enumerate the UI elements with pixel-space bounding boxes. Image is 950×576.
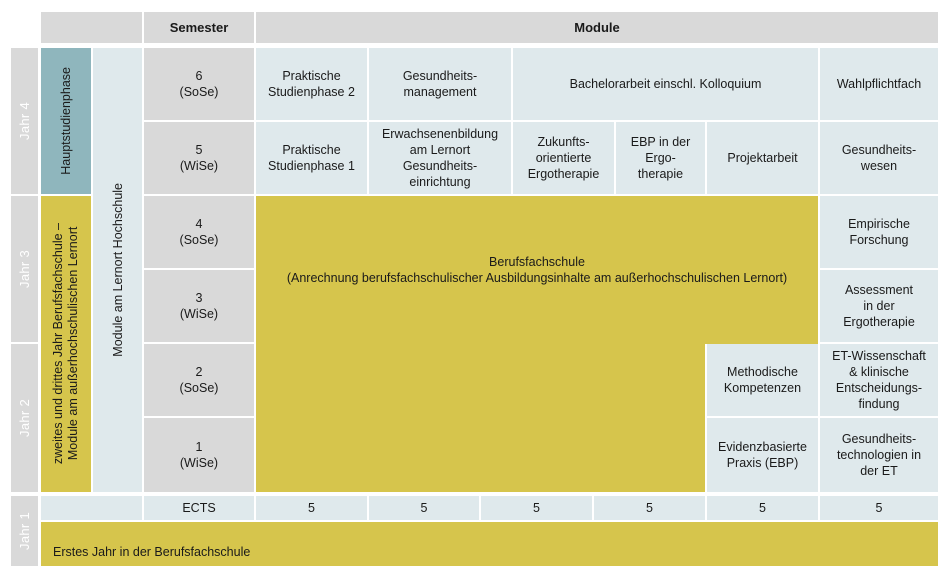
ects-value: 5 xyxy=(481,496,592,520)
phase-lernort-hochschule: Module am Lernort Hochschule xyxy=(93,48,142,492)
semester-6: 6 (SoSe) xyxy=(144,48,254,120)
ects-value: 5 xyxy=(594,496,705,520)
module-assessment-ergotherapie: Assessment in der Ergotherapie xyxy=(820,270,938,342)
module-erwachsenenbildung: Erwachsenenbildung am Lernort Gesundheits- einrichtung xyxy=(369,122,511,194)
header-module: Module xyxy=(256,12,938,43)
module-praktische-studienphase-2: Praktische Studienphase 2 xyxy=(256,48,367,120)
module-projektarbeit: Projektarbeit xyxy=(707,122,818,194)
module-empirische-forschung: Empirische Forschung xyxy=(820,196,938,268)
module-zukunftsorientierte-ergotherapie: Zukunfts- orientierte Ergotherapie xyxy=(513,122,614,194)
berufsfachschule-block-lower xyxy=(256,344,705,492)
ects-blank xyxy=(41,496,142,520)
erstes-jahr-bar: Erstes Jahr in der Berufsfachschule xyxy=(41,522,938,566)
ects-value: 5 xyxy=(256,496,367,520)
semester-1: 1 (WiSe) xyxy=(144,418,254,492)
module-gesundheitswesen: Gesundheits- wesen xyxy=(820,122,938,194)
module-gesundheitsmanagement: Gesundheits- management xyxy=(369,48,511,120)
ects-value: 5 xyxy=(820,496,938,520)
module-wahlpflichtfach: Wahlpflichtfach xyxy=(820,48,938,120)
module-bachelorarbeit: Bachelorarbeit einschl. Kolloquium xyxy=(513,48,818,120)
semester-3: 3 (WiSe) xyxy=(144,270,254,342)
phase-berufsfachschule-module: zweites und drittes Jahr Berufsfachschule – Module am außerhochschulischen Lernort xyxy=(41,196,91,492)
berufsfachschule-subtitle: (Anrechnung berufsfachschulischer Ausbildungsinhalte am außerhochschulischen Lernort) xyxy=(286,271,788,285)
module-methodische-kompetenzen: Methodische Kompetenzen xyxy=(707,344,818,416)
ects-label: ECTS xyxy=(144,496,254,520)
year-2: Jahr 2 xyxy=(11,344,38,492)
year-1: Jahr 1 xyxy=(11,496,38,566)
semester-4: 4 (SoSe) xyxy=(144,196,254,268)
semester-5: 5 (WiSe) xyxy=(144,122,254,194)
year-3: Jahr 3 xyxy=(11,196,38,342)
module-et-wissenschaft: ET-Wissenschaft & klinische Entscheidungs- findung xyxy=(820,344,938,416)
module-gesundheitstechnologien: Gesundheits- technologien in der ET xyxy=(820,418,938,492)
phase-hauptstudienphase: Hauptstudienphase xyxy=(41,48,91,194)
module-praktische-studienphase-1: Praktische Studienphase 1 xyxy=(256,122,367,194)
header-blank xyxy=(41,12,142,43)
module-ebp-ergotherapie: EBP in der Ergo- therapie xyxy=(616,122,705,194)
header-semester: Semester xyxy=(144,12,254,43)
ects-value: 5 xyxy=(369,496,479,520)
module-evidenzbasierte-praxis: Evidenzbasierte Praxis (EBP) xyxy=(707,418,818,492)
berufsfachschule-block-upper xyxy=(256,196,818,344)
semester-2: 2 (SoSe) xyxy=(144,344,254,416)
year-4: Jahr 4 xyxy=(11,48,38,194)
berufsfachschule-title: Berufsfachschule xyxy=(489,255,585,269)
ects-value: 5 xyxy=(707,496,818,520)
